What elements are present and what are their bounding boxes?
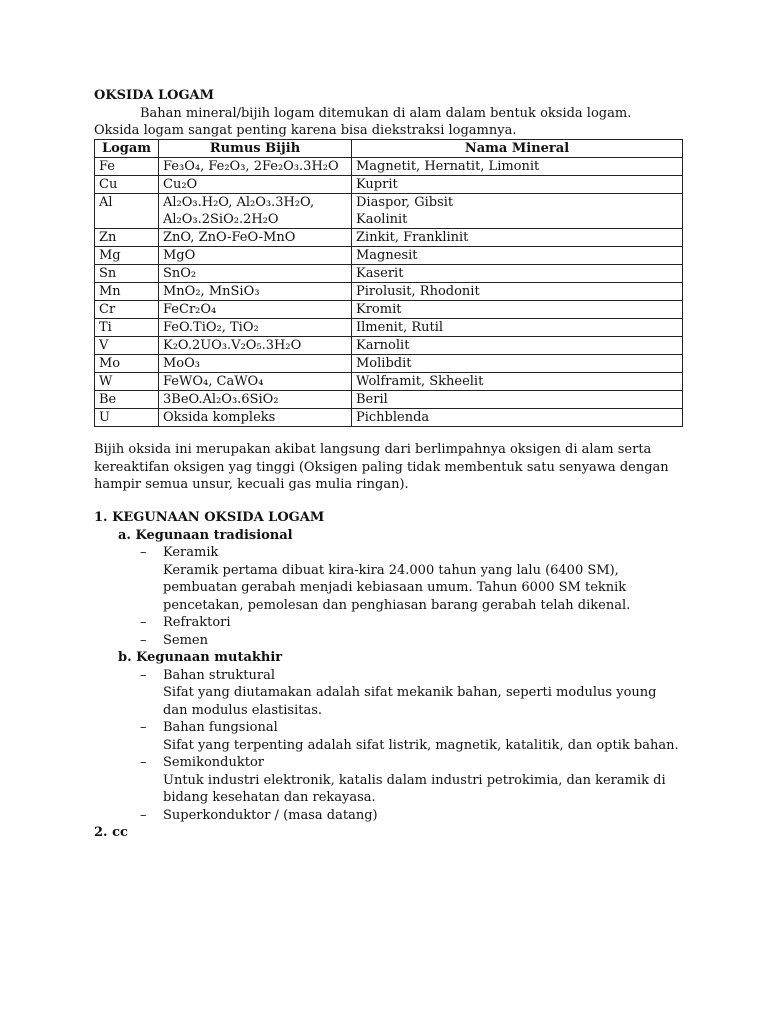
list-item: [94, 632, 694, 650]
cell-rumus: ZnO, ZnO-FeO-MnO: [159, 229, 352, 247]
body-paragraph: [94, 441, 694, 494]
list-item-label: Refraktori: [163, 615, 231, 630]
cell-rumus: FeCr₂O₄: [159, 301, 352, 319]
table-row: [95, 194, 683, 229]
cell-mineral: Kromit: [352, 301, 683, 319]
list-item-label: Bahan fungsional: [163, 720, 278, 735]
list-item-label: Semen: [163, 632, 208, 648]
cell-mineral: Magnesit: [352, 247, 683, 265]
header-logam: Logam: [95, 140, 159, 158]
dash-bullet: –: [140, 720, 147, 735]
cell-mineral: Beril: [352, 391, 683, 409]
cell-logam: Be: [95, 391, 159, 409]
cell-mineral: Karnolit: [352, 337, 683, 355]
dash-bullet: –: [140, 667, 147, 683]
cell-rumus: Al₂O₃.H₂O, Al₂O₃.3H₂O, Al₂O₃.2SiO₂.2H₂O: [159, 194, 352, 229]
item-description: dan modulus elastisitas.: [163, 702, 323, 718]
item-description: Untuk industri elektronik, katalis dalam industri petrokimia, dan keramik di: [163, 772, 666, 788]
table-row: [95, 247, 683, 265]
item-description: pembuatan gerabah menjadi kebiasaan umum. Tahun 6000 SM teknik: [163, 580, 627, 595]
cell-logam: Sn: [95, 265, 159, 283]
item-description: Keramik pertama dibuat kira-kira 24.000 tahun yang lalu (6400 SM),: [163, 562, 619, 578]
document-title: OKSIDA LOGAM: [94, 88, 215, 103]
cell-rumus: MoO₃: [159, 355, 352, 373]
header-rumus-bijih: Rumus Bijih: [159, 140, 352, 158]
cell-rumus: 3BeO.Al₂O₃.6SiO₂: [159, 391, 352, 409]
table-row: [95, 391, 683, 409]
table-row: [95, 319, 683, 337]
intro-line-1: Bahan mineral/bijih logam ditemukan di alam dalam bentuk oksida logam.: [140, 106, 632, 121]
cell-logam: Zn: [95, 229, 159, 247]
cell-mineral: Kaserit: [352, 265, 683, 283]
table-row: [95, 158, 683, 176]
cell-logam: Mg: [95, 247, 159, 265]
cell-rumus: MnO₂, MnSiO₃: [159, 283, 352, 301]
cell-rumus: Cu₂O: [159, 176, 352, 194]
table-row: [95, 283, 683, 301]
item-description: pencetakan, pemolesan dan penghiasan barang gerabah telah dikenal.: [163, 597, 631, 613]
cell-rumus: Oksida kompleks: [159, 409, 352, 427]
cell-logam: Cr: [95, 301, 159, 319]
outline-section: [94, 509, 694, 842]
cell-logam: Al: [95, 194, 159, 229]
cell-rumus: Fe₃O₄, Fe₂O₃, 2Fe₂O₃.3H₂O: [159, 158, 352, 176]
cell-mineral: Molibdit: [352, 355, 683, 373]
table-row: [95, 229, 683, 247]
cell-logam: W: [95, 373, 159, 391]
intro-line-2: Oksida logam sangat penting karena bisa diekstraksi logamnya.: [94, 123, 517, 138]
dash-bullet: –: [140, 615, 147, 630]
list-item-label: Semikonduktor: [163, 755, 264, 770]
cell-mineral: Diaspor, Gibsit Kaolinit: [352, 194, 683, 229]
cell-mineral: Zinkit, Franklinit: [352, 229, 683, 247]
list-item: [94, 667, 694, 685]
cell-rumus: SnO₂: [159, 265, 352, 283]
cell-logam: Ti: [95, 319, 159, 337]
table-row: [95, 176, 683, 194]
cell-rumus: FeO.TiO₂, TiO₂: [159, 319, 352, 337]
cell-mineral: Wolframit, Skheelit: [352, 373, 683, 391]
ore-table: [94, 139, 683, 427]
subsection-a-heading: a. Kegunaan tradisional: [118, 527, 293, 543]
list-item: [94, 614, 694, 632]
cell-rumus: MgO: [159, 247, 352, 265]
cell-mineral: Pirolusit, Rhodonit: [352, 283, 683, 301]
table-row: [95, 301, 683, 319]
cell-mineral: Ilmenit, Rutil: [352, 319, 683, 337]
table-header-row: [95, 140, 683, 158]
header-nama-mineral: Nama Mineral: [352, 140, 683, 158]
cell-logam: V: [95, 337, 159, 355]
cell-rumus: FeWO₄, CaWO₄: [159, 373, 352, 391]
item-description: Sifat yang diutamakan adalah sifat mekanik bahan, seperti modulus young: [163, 685, 657, 700]
cell-logam: Mn: [95, 283, 159, 301]
table-row: [95, 373, 683, 391]
table-row: [95, 337, 683, 355]
cell-logam: Fe: [95, 158, 159, 176]
cell-logam: U: [95, 409, 159, 427]
table-row: [95, 409, 683, 427]
dash-bullet: –: [140, 545, 147, 560]
paragraph-line: hampir semua unsur, kecuali gas mulia ringan).: [94, 477, 409, 492]
list-item-label: Bahan struktural: [163, 667, 276, 683]
cell-logam: Mo: [95, 355, 159, 373]
item-description: bidang kesehatan dan rekayasa.: [163, 790, 376, 805]
paragraph-line: Bijih oksida ini merupakan akibat langsung dari berlimpahnya oksigen di alam serta: [94, 442, 652, 457]
list-item-label: Superkonduktor / (masa datang): [163, 807, 378, 823]
cell-mineral: Kuprit: [352, 176, 683, 194]
cell-mineral: Pichblenda: [352, 409, 683, 427]
list-item: [94, 544, 694, 562]
table-row: [95, 265, 683, 283]
cell-logam: Cu: [95, 176, 159, 194]
paragraph-line: kereaktifan oksigen yag tinggi (Oksigen paling tidak membentuk satu senyawa dengan: [94, 459, 669, 475]
list-item-label: Keramik: [163, 545, 219, 560]
section-2-heading: 2. cc: [94, 825, 128, 840]
list-item: [94, 754, 694, 772]
subsection-b-heading: b. Kegunaan mutakhir: [118, 650, 283, 665]
item-description: Sifat yang terpenting adalah sifat listrik, magnetik, katalitik, dan optik bahan.: [163, 737, 679, 753]
table-row: [95, 355, 683, 373]
cell-rumus: K₂O.2UO₃.V₂O₅.3H₂O: [159, 337, 352, 355]
list-item: [94, 807, 694, 825]
list-item: [94, 719, 694, 737]
dash-bullet: –: [140, 632, 147, 648]
dash-bullet: –: [140, 807, 147, 823]
section-1-heading: 1. KEGUNAAN OKSIDA LOGAM: [94, 510, 325, 525]
dash-bullet: –: [140, 755, 147, 770]
cell-mineral: Magnetit, Hernatit, Limonit: [352, 158, 683, 176]
